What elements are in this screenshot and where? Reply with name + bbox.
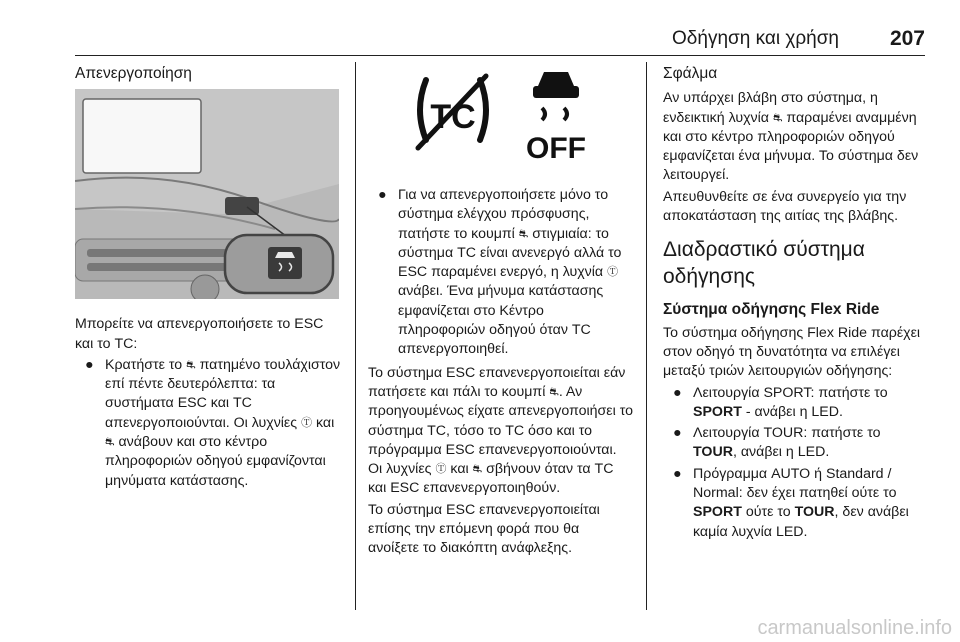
tc-warning-icon: Ⓣ — [301, 416, 313, 429]
list-item: ● Κρατήστε το ⛐ πατημένο τουλάχιστον επί πέντε δευτερόλεπτα: τα συστήματα ESC και TC απενεργοποιούνται. Οι λυχνίες Ⓣ και ⛐ ανάβουν και στο κέντρο πληροφοριών οδηγού εμφανίζονται μηνύματα κατάστασης. — [85, 356, 341, 489]
list-item: ● Λειτουργία TOUR: πατήστε το TOUR, ανάβει η LED. — [673, 425, 881, 461]
page-number: 207 — [889, 27, 925, 50]
section-title-interactive: Διαδραστικό σύστημα οδήγησης — [663, 238, 865, 289]
column-divider-2 — [646, 62, 647, 610]
off-symbol-text: OFF — [526, 132, 586, 165]
esc-off-icon: ⛐ — [772, 111, 783, 124]
header-title: Οδήγηση και χρήση — [672, 28, 839, 49]
middle-bullet-list — [368, 186, 634, 360]
paragraph-ignition: Το σύστημα ESC επανενεργοποιείται επίσης την επόμενη φορά που θα ανοίξετε το διακόπτη ανάφλεξης. — [368, 501, 600, 557]
page-header — [75, 28, 925, 58]
esc-off-icon: ⛐ — [549, 385, 559, 398]
section-title-fault: Σφάλμα — [663, 65, 718, 82]
esc-off-icon: ⛐ — [186, 358, 196, 371]
flex-intro: Το σύστημα οδήγησης Flex Ride παρέχει στον οδηγό τη δυνατότητα να επιλέγει μεταξύ τριών λειτουργιών οδήγησης: — [663, 324, 921, 380]
column-divider-1 — [355, 62, 356, 610]
fault-paragraph-1: Αν υπάρχει βλάβη στο σύστημα, η ενδεικτική λυχνία ⛐ παραμένει αναμμένη και στο κέντρο πληροφοριών οδηγού εμφανίζεται ένα μήνυμα. Το σύστημα δεν λειτουργεί. — [663, 90, 919, 184]
tc-warning-icon: Ⓣ — [435, 463, 447, 476]
list-item: ● Πρόγραμμα AUTO ή Standard / Normal: δεν έχει πατηθεί ούτε το SPORT ούτε το TOUR, δεν ανάβει καμία λυχνία LED. — [673, 465, 909, 540]
section-title-deactivation: Απενεργοποίηση — [75, 65, 192, 82]
list-item: ● Λειτουργία SPORT: πατήστε το SPORT - ανάβει η LED. — [673, 384, 888, 420]
right-column — [663, 58, 927, 546]
esc-off-icon: ⛐ — [105, 436, 115, 449]
dashboard-illustration — [75, 89, 339, 299]
header-rule — [75, 55, 925, 56]
section-title-flex-ride: Σύστημα οδήγησης Flex Ride — [663, 301, 880, 319]
watermark: carmanualsonline.info — [757, 617, 952, 639]
left-bullet-list — [75, 356, 341, 491]
list-item: ● Για να απενεργοποιήσετε μόνο το σύστημα ελέγχου πρόσφυσης, πατήστε το κουμπί ⛐ στιγμιαία: το σύστημα TC είναι ανενεργό αλλά το ESC παραμένει ενεργό, η λυχνία Ⓣ ανάβει. Ένα μήνυμα κατάστασης εμφανίζεται στο Κέντρο πληροφοριών οδηγού όταν TC απενεργοποιηθεί. — [378, 187, 622, 358]
paragraph-reactivate: Το σύστημα ESC επανενεργοποιείται εάν πατήσετε και πάλι το κουμπί ⛐. Αν προηγουμένως είχατε απενεργοποιήσει το σύστημα TC, τόσο το TC όσο και το πρόγραμμα ESC επανενεργοποιούνται. Οι λυχνίες Ⓣ και ⛐ σβήνουν όταν τα TC και ESC επανενεργοποιηθούν. — [368, 364, 634, 497]
tc-warning-icon: Ⓣ — [607, 266, 619, 279]
tc-symbol-text: TC — [430, 98, 476, 136]
fault-paragraph-2: Απευθυνθείτε σε ένα συνεργείο για την αποκατάσταση της αιτίας της βλάβης. — [663, 188, 907, 225]
middle-column — [368, 58, 634, 561]
tc-esc-symbols-figure — [368, 58, 634, 170]
esc-off-icon: ⛐ — [472, 463, 483, 476]
intro-text: Μπορείτε να απενεργοποιήσετε το ESC και το TC: — [75, 316, 324, 352]
mode-list — [663, 384, 927, 542]
left-column — [75, 58, 341, 495]
esc-off-icon: ⛐ — [518, 227, 529, 240]
